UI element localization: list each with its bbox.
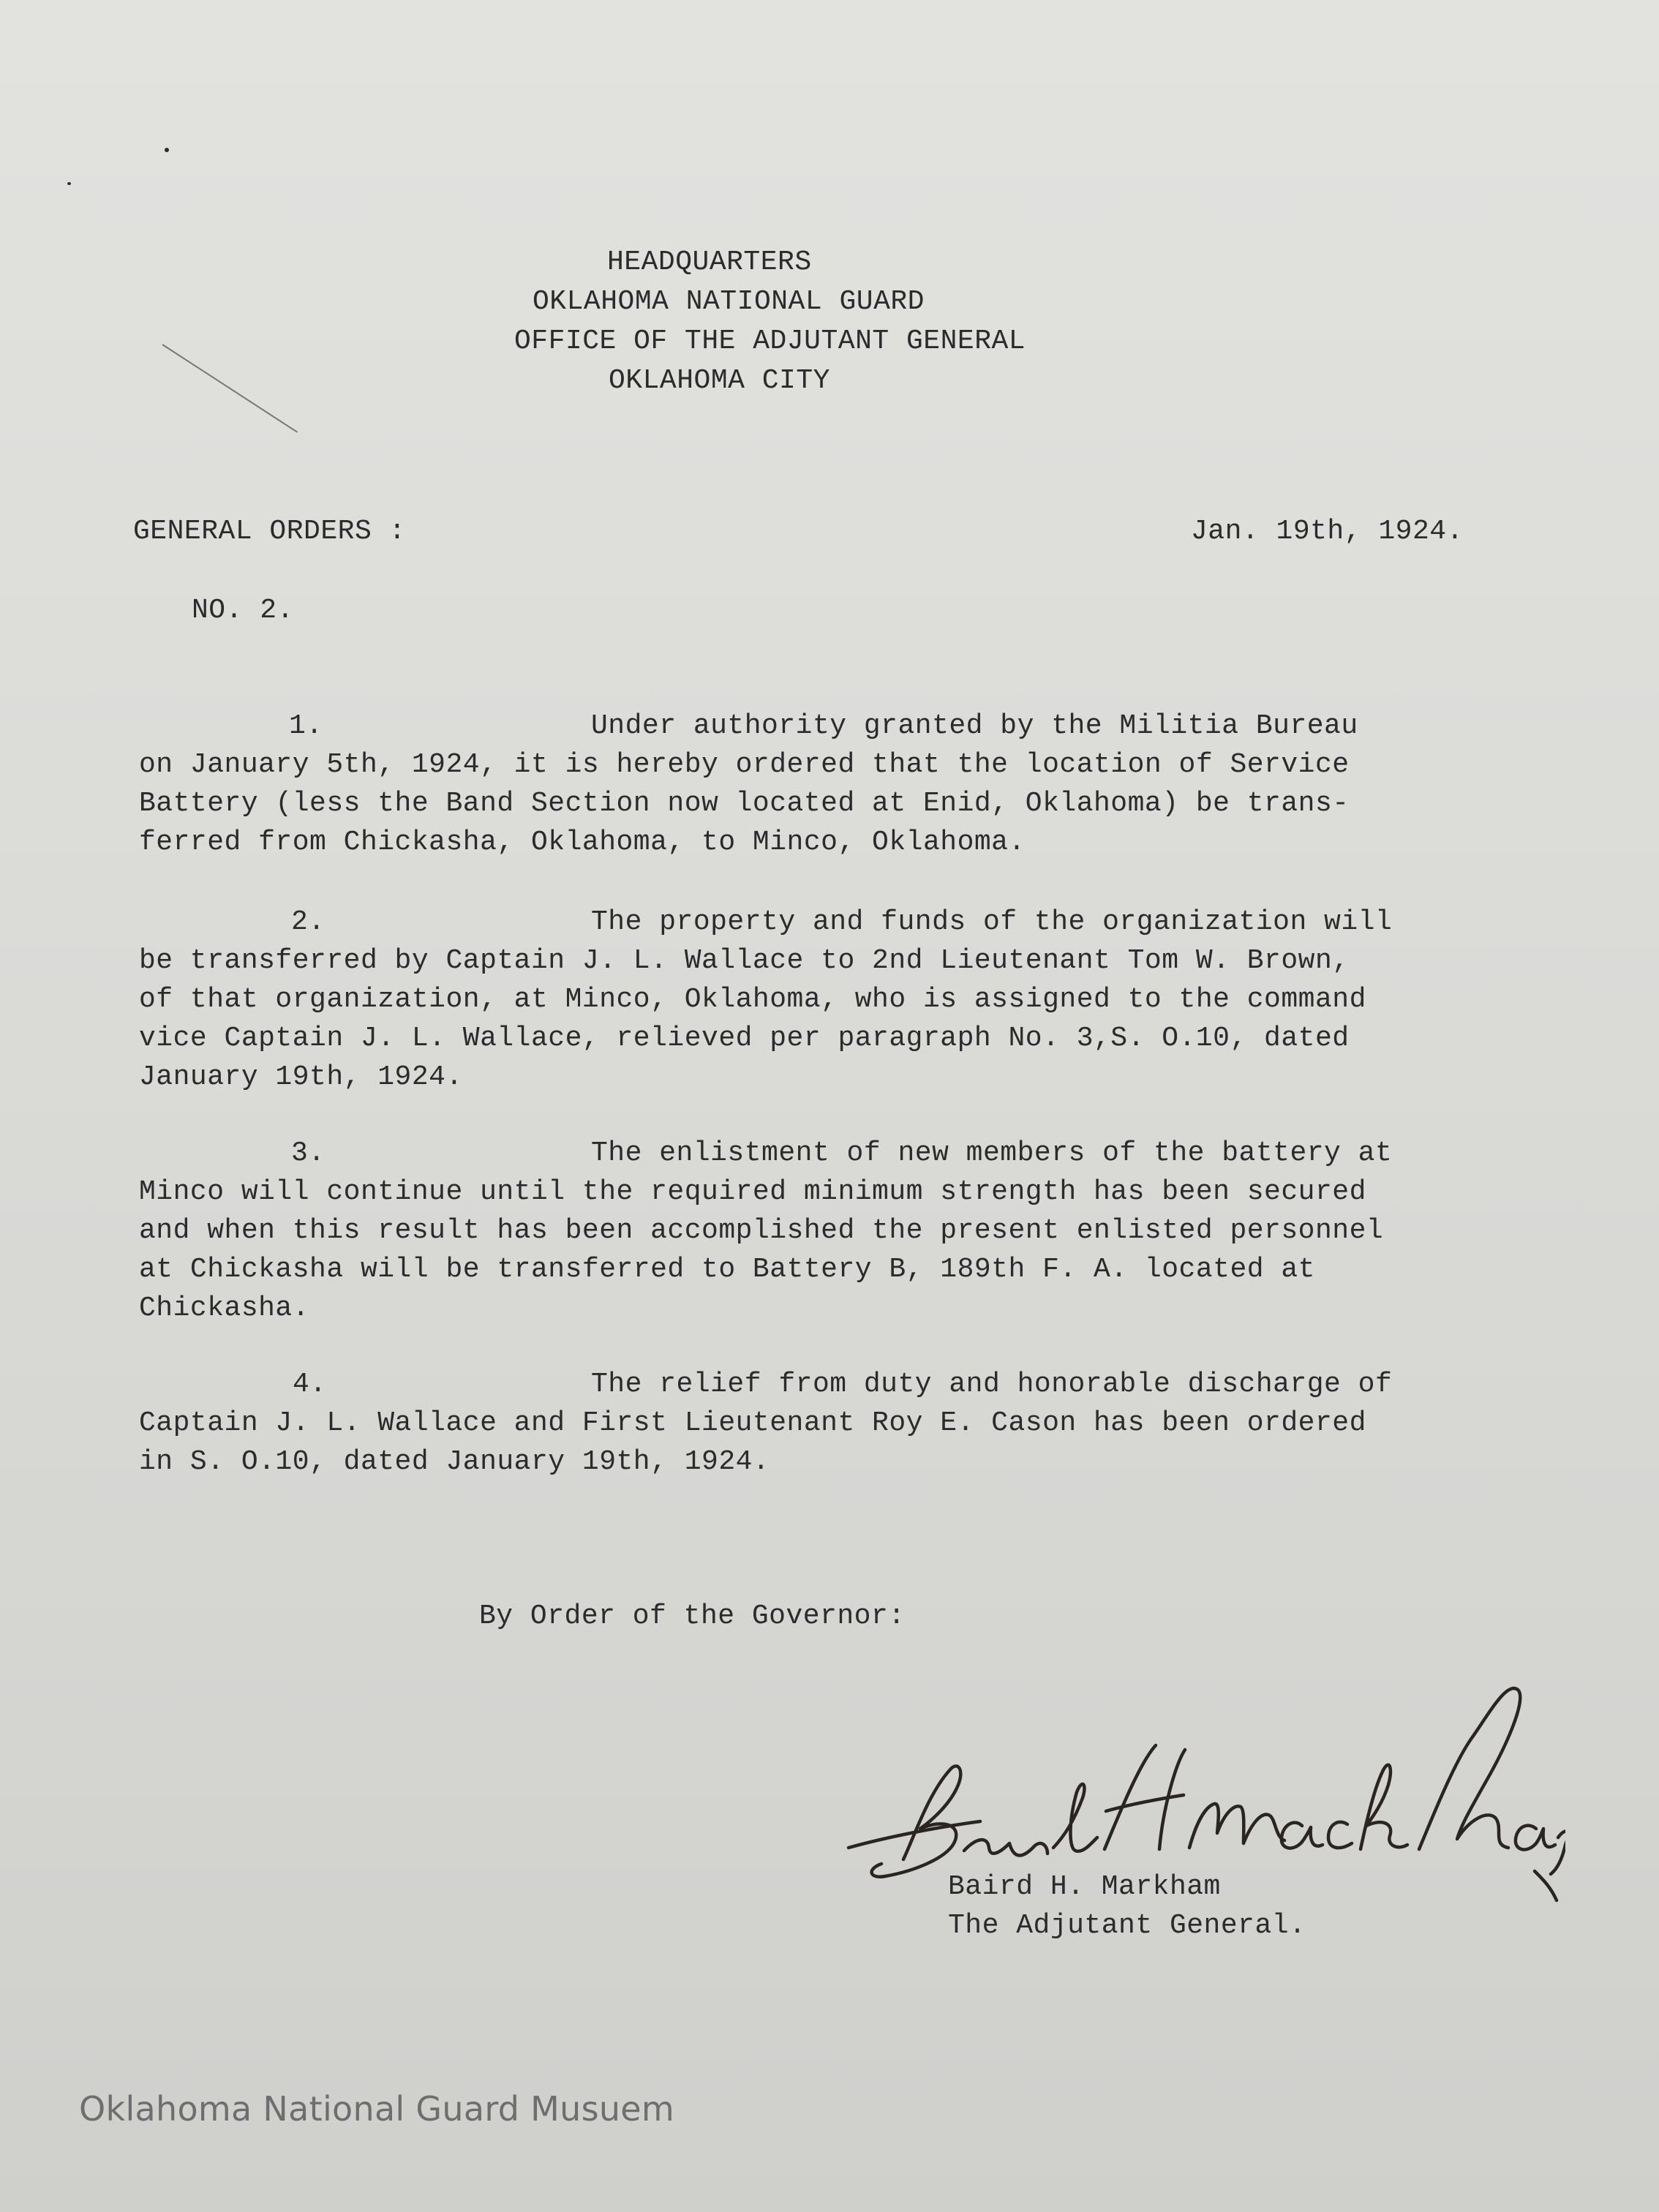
order-label: GENERAL ORDERS : [133, 516, 406, 547]
paragraph-line: of that organization, at Minco, Oklahoma, who is assigned to the command [139, 984, 1366, 1015]
paragraph-line: ferred from Chickasha, Oklahoma, to Minco, Oklahoma. [139, 827, 1026, 858]
paragraph-line: Chickasha. [139, 1293, 310, 1324]
paragraph-line: in S. O.10, dated January 19th, 1924. [139, 1446, 770, 1478]
ink-speck [67, 182, 71, 185]
letterhead-line-1: HEADQUARTERS [607, 247, 812, 278]
paper-scratch [162, 344, 298, 432]
paragraph-line: be transferred by Captain J. L. Wallace to 2nd Lieutenant Tom W. Brown, [139, 945, 1350, 977]
order-date: Jan. 19th, 1924. [1191, 516, 1464, 547]
closing-line: By Order of the Governor: [479, 1600, 906, 1632]
signer-name: Baird H. Markham [948, 1871, 1221, 1903]
paragraph-line: vice Captain J. L. Wallace, relieved per paragraph No. 3,S. O.10, dated [139, 1023, 1350, 1054]
paragraph-line: and when this result has been accomplished the present enlisted personnel [139, 1215, 1384, 1246]
signature-scrawl [834, 1675, 1565, 1997]
paragraph-line: The relief from duty and honorable discharge of [591, 1369, 1393, 1400]
letterhead-line-3: OFFICE OF THE ADJUTANT GENERAL [514, 326, 1026, 357]
paragraph-line: January 19th, 1924. [139, 1061, 463, 1093]
paragraph-line: Captain J. L. Wallace and First Lieutenant Roy E. Cason has been ordered [139, 1407, 1366, 1439]
paragraph-line: Battery (less the Band Section now located at Enid, Oklahoma) be trans- [139, 788, 1350, 819]
letterhead-line-2: OKLAHOMA NATIONAL GUARD [533, 286, 925, 317]
paragraph-number: 1. [289, 710, 323, 742]
paragraph-line: on January 5th, 1924, it is hereby ordered that the location of Service [139, 749, 1350, 780]
paragraph-number: 3. [291, 1137, 326, 1169]
letterhead-line-4: OKLAHOMA CITY [609, 365, 830, 396]
paragraph-line: Under authority granted by the Militia Bureau [591, 710, 1358, 742]
order-number: NO. 2. [192, 595, 294, 626]
paragraph-line: at Chickasha will be transferred to Battery B, 189th F. A. located at [139, 1254, 1315, 1285]
paragraph-line: Minco will continue until the required minimum strength has been secured [139, 1176, 1366, 1208]
signer-title: The Adjutant General. [948, 1910, 1306, 1941]
paragraph-line: The property and funds of the organization will [591, 906, 1393, 938]
ink-speck [165, 148, 169, 152]
paragraph-number: 2. [291, 906, 326, 938]
paragraph-number: 4. [293, 1369, 327, 1400]
museum-watermark: Oklahoma National Guard Musuem [79, 2089, 675, 2129]
paragraph-line: The enlistment of new members of the battery at [591, 1137, 1393, 1169]
